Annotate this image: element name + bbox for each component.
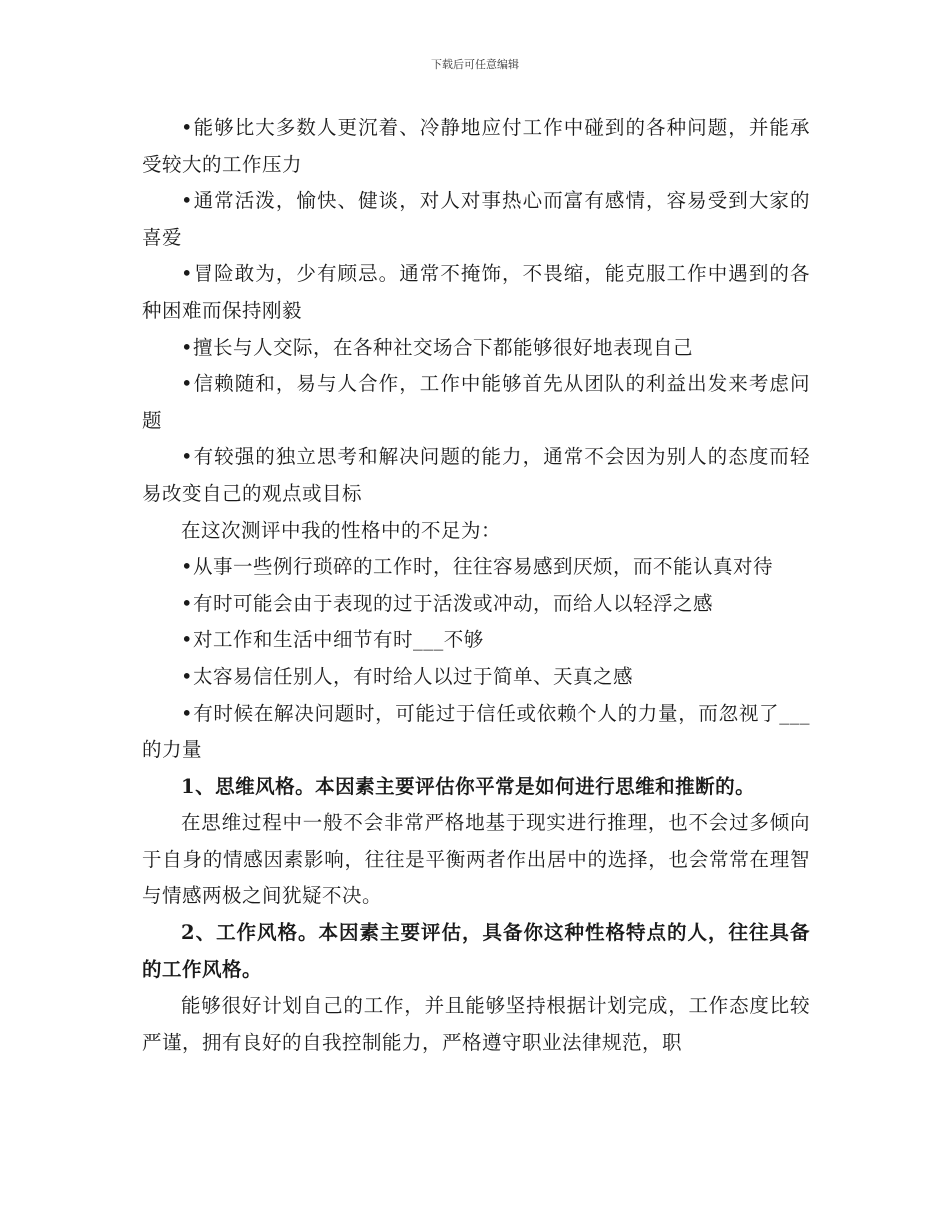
paragraph: •信赖随和，易与人合作，工作中能够首先从团队的利益出发来考虑问题 [142, 372, 810, 432]
page-header: 下载后可任意编辑 [431, 58, 519, 71]
paragraph: •擅长与人交际，在各种社交场合下都能够很好地表现自己 [181, 335, 694, 359]
paragraph: 在这次测评中我的性格中的不足为： [181, 518, 502, 542]
paragraph: •从事一些例行琐碎的工作时，往往容易感到厌烦，而不能认真对待 [181, 555, 774, 579]
paragraph: •对工作和生活中细节有时___不够 [181, 628, 484, 652]
paragraph: •通常活泼，愉快、健谈，对人对事热心而富有感情，容易受到大家的喜爱 [142, 189, 810, 249]
paragraph: 能够很好计划自己的工作，并且能够坚持根据计划完成，工作态度比较严谨，拥有良好的自我控制能力，严格遵守职业法律规范，职 [142, 994, 810, 1054]
paragraph: •有时可能会由于表现的过于活泼或冲动，而给人以轻浮之感 [181, 591, 714, 615]
section-heading: 2、工作风格。本因素主要评估，具备你这种性格特点的人，往往具备的工作风格。 [142, 921, 810, 981]
paragraph: 在思维过程中一般不会非常严格地基于现实进行推理，也不会过多倾向于自身的情感因素影响，往往是平衡两者作出居中的选择，也会常常在理智与情感两极之间犹疑不决。 [142, 811, 810, 908]
paragraph: •太容易信任别人，有时给人以过于简单、天真之感 [181, 664, 634, 688]
paragraph: •有较强的独立思考和解决问题的能力，通常不会因为别人的态度而轻易改变自己的观点或目标 [142, 445, 810, 505]
paragraph: •有时候在解决问题时，可能过于信任或依赖个人的力量，而忽视了___的力量 [142, 701, 810, 762]
paragraph: •冒险敢为，少有顾忌。通常不掩饰，不畏缩，能克服工作中遇到的各种困难而保持刚毅 [142, 262, 810, 322]
document-body [142, 110, 810, 1061]
paragraph: •能够比大多数人更沉着、冷静地应付工作中碰到的各种问题，并能承受较大的工作压力 [142, 116, 810, 176]
section-heading: 1、思维风格。本因素主要评估你平常是如何进行思维和推断的。 [181, 774, 756, 798]
